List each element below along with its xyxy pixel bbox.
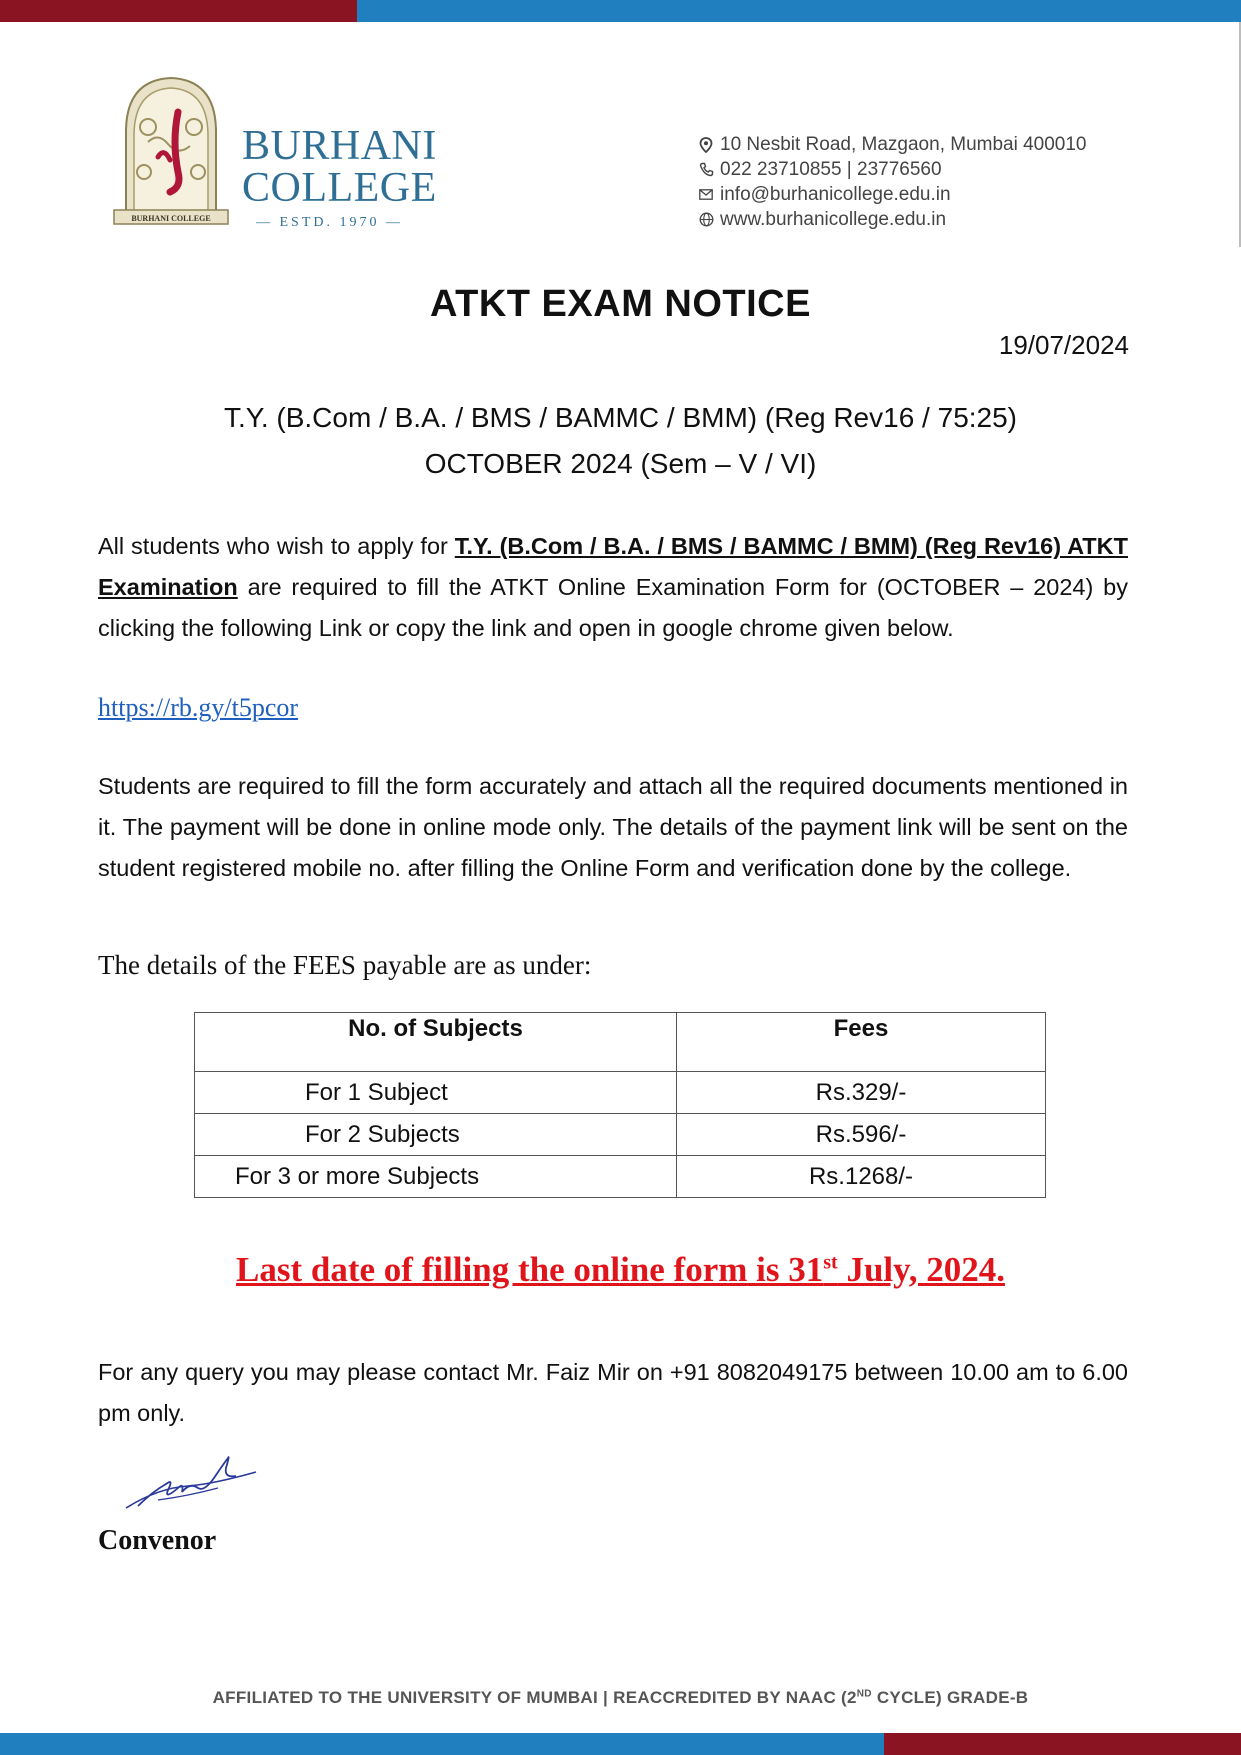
notice-subtitle-session: OCTOBER 2024 (Sem – V / VI)	[424, 448, 817, 479]
notice-title: ATKT EXAM NOTICE	[430, 283, 811, 325]
form-details-paragraph: Students are required to fill the form accurately and attach all the required documents mentioned in it. The payment will be done in online mode only. The details of the payment link will be sent on the student registered mobile no. after filling the Online Form and verification done by the college.	[98, 773, 1128, 881]
bottom-bar-red-segment	[884, 1733, 1241, 1755]
deadline-notice	[0, 1250, 1241, 1290]
mail-icon	[698, 187, 714, 203]
table-row	[195, 1114, 1046, 1156]
fees-table-header-row	[195, 1013, 1046, 1072]
phone-icon	[698, 162, 714, 178]
brand-line-1: BURHANI	[242, 123, 437, 169]
top-bar-red-segment	[0, 0, 357, 22]
deadline-ordinal: st	[823, 1251, 838, 1274]
fee-cell: Rs.329/-	[677, 1072, 1046, 1114]
fee-cell: Rs.596/-	[677, 1114, 1046, 1156]
contact-phone-row	[698, 157, 1087, 182]
deadline-text: Last date of filling the online form is 31	[236, 1250, 824, 1289]
signatory-title: Convenor	[98, 1525, 217, 1556]
contact-website[interactable]: www.burhanicollege.edu.in	[720, 209, 947, 230]
college-crest-icon	[108, 72, 234, 232]
notice-subtitle-courses: T.Y. (B.Com / B.A. / BMS / BAMMC / BMM) (Reg Rev16 / 75:25)	[223, 402, 1018, 433]
contact-phone: 022 23710855 | 23776560	[720, 159, 942, 180]
top-bar-blue-segment	[357, 0, 1241, 22]
subjects-cell: For 2 Subjects	[195, 1114, 677, 1156]
instructions-intro: All students who wish to apply for	[98, 533, 455, 559]
column-header-fees: Fees	[677, 1013, 1046, 1072]
bottom-color-bar	[0, 1733, 1241, 1755]
contact-website-row	[698, 207, 1087, 232]
footer-ordinal: ND	[856, 1688, 872, 1700]
crest-seal-text: BURHANI COLLEGE	[131, 214, 211, 223]
deadline-date: July, 2024.	[837, 1250, 1005, 1289]
affiliation-footer	[0, 1688, 1241, 1708]
brand-line-2: COLLEGE	[242, 165, 437, 211]
contact-email-row	[698, 182, 1087, 207]
subjects-cell: For 3 or more Subjects	[195, 1156, 677, 1198]
notice-date: 19/07/2024	[998, 330, 1129, 360]
brand-established: — ESTD. 1970 —	[256, 215, 403, 230]
footer-text: AFFILIATED TO THE UNIVERSITY OF MUMBAI | REACCREDITED BY NAAC (2	[212, 1688, 857, 1707]
fees-heading: The details of the FEES payable are as under:	[98, 950, 592, 980]
table-row	[195, 1156, 1046, 1198]
bottom-bar-blue-segment	[0, 1733, 884, 1755]
column-header-subjects: No. of Subjects	[195, 1013, 677, 1072]
top-color-bar	[0, 0, 1241, 22]
contact-address-row	[698, 132, 1087, 157]
exam-name-highlight: T.Y. (B.Com / B.A. / BMS / BAMMC / BMM) (Reg Rev16) ATKT Examination	[98, 533, 1128, 600]
fees-table	[194, 1012, 1046, 1198]
query-contact-paragraph: For any query you may please contact Mr. Faiz Mir on +91 8082049175 between 10.00 am to 6.00 pm only.	[98, 1359, 1128, 1426]
contact-block	[698, 132, 1087, 232]
instructions-rest: are required to fill the ATKT Online Examination Form for (OCTOBER – 2024) by clicking the following Link or copy the link and open in google chrome given below.	[98, 574, 1128, 641]
contact-address: 10 Nesbit Road, Mazgaon, Mumbai 400010	[720, 134, 1087, 155]
globe-icon	[698, 212, 714, 228]
contact-email[interactable]: info@burhanicollege.edu.in	[720, 184, 951, 205]
footer-text-end: CYCLE) GRADE-B	[871, 1688, 1029, 1707]
instructions-paragraph	[98, 526, 1128, 649]
fee-cell: Rs.1268/-	[677, 1156, 1046, 1198]
exam-form-link[interactable]: https://rb.gy/t5pcor	[98, 693, 299, 722]
subjects-cell: For 1 Subject	[195, 1072, 677, 1114]
location-pin-icon	[698, 137, 714, 153]
table-row	[195, 1072, 1046, 1114]
signature-image	[118, 1448, 268, 1518]
college-brand	[242, 125, 437, 231]
